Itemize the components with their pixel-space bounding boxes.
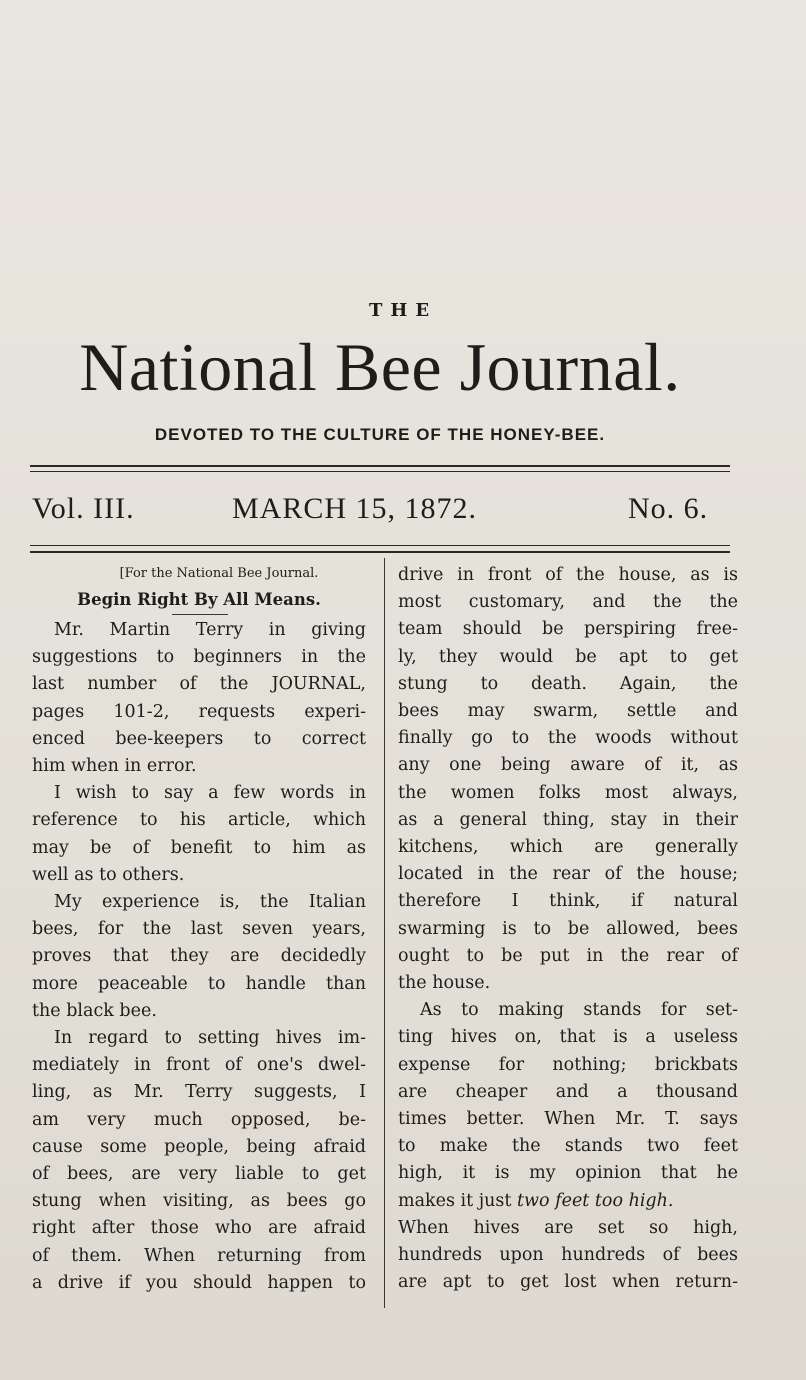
text-line — [32, 1025, 366, 1052]
text-line — [32, 1134, 366, 1161]
article-column-right — [398, 562, 738, 1296]
article-title: Begin Right By All Means. — [77, 590, 321, 609]
text-line-content: ling, as Mr. Terry suggests, I — [32, 1082, 366, 1103]
text-line — [32, 617, 366, 644]
text-line-content: located in the rear of the house; — [398, 864, 738, 885]
text-line — [398, 943, 738, 970]
text-line-content: the black bee. — [32, 1000, 157, 1021]
text-line — [398, 616, 738, 643]
text-line-content: to make the stands two feet — [398, 1136, 738, 1157]
text-line — [398, 644, 738, 671]
article-body-right — [398, 562, 738, 1296]
text-line-content: bees, for the last seven years, — [32, 919, 366, 940]
text-line — [32, 835, 366, 862]
journal-title: National Bee Journal. — [79, 329, 681, 405]
text-line-content: stung to death. Again, the — [398, 673, 738, 694]
divider-bottom-thin — [30, 545, 730, 546]
text-line-content: of bees, are very liable to get — [32, 1164, 366, 1185]
text-line — [32, 889, 366, 916]
text-line-content: In regard to setting hives im- — [54, 1028, 366, 1049]
divider-top-thin — [30, 471, 730, 472]
text-line-content: are apt to get lost when return- — [398, 1272, 738, 1293]
issue-date: MARCH 15, 1872. — [232, 492, 478, 525]
text-line — [398, 752, 738, 779]
text-line-content: As to making stands for set- — [420, 1000, 738, 1021]
text-line — [32, 807, 366, 834]
text-line — [398, 1242, 738, 1269]
text-line-content: most customary, and the the — [398, 592, 738, 613]
article-column-left — [32, 562, 366, 1297]
text-line — [398, 1215, 738, 1242]
text-line — [398, 1106, 738, 1133]
text-line — [32, 699, 366, 726]
text-line-content: more peaceable to handle than — [32, 973, 366, 994]
text-line — [32, 1107, 366, 1134]
text-line-content: kitchens, which are generally — [398, 837, 738, 858]
text-line-content: reference to his article, which — [32, 810, 366, 831]
text-line — [398, 1269, 738, 1296]
text-line — [32, 1215, 366, 1242]
issue-number: No. 6. — [628, 492, 709, 525]
text-line — [398, 970, 738, 997]
text-line-content: any one being aware of it, as — [398, 755, 738, 776]
text-line — [32, 753, 366, 780]
text-line-content: a drive if you should happen to — [32, 1272, 366, 1293]
text-line-content: as a general thing, stay in their — [398, 809, 738, 830]
text-line — [398, 671, 738, 698]
text-line-content: makes it just — [398, 1190, 517, 1211]
text-line — [398, 861, 738, 888]
article-source: [For the National Bee Journal. — [119, 566, 319, 581]
text-line — [32, 916, 366, 943]
text-line — [32, 671, 366, 698]
text-line-content: finally go to the woods without — [398, 728, 738, 749]
text-line — [398, 698, 738, 725]
text-line-content: drive in front of the house, as is — [398, 565, 738, 585]
text-line-content: last number of the JOURNAL, — [32, 674, 366, 695]
text-line-content: My experience is, the Italian — [54, 892, 366, 913]
column-divider — [384, 558, 385, 1308]
text-line — [398, 807, 738, 834]
text-line-content: right after those who are afraid — [32, 1218, 366, 1239]
divider-top-thick — [30, 465, 730, 467]
text-line-content: well as to others. — [32, 864, 185, 885]
text-line-content: When hives are set so high, — [398, 1217, 738, 1238]
text-line — [32, 943, 366, 970]
text-line — [32, 1270, 366, 1297]
text-line-content: hundreds upon hundreds of bees — [398, 1245, 738, 1266]
text-line-content: mediately in front of one's dwel- — [32, 1055, 366, 1076]
text-line — [32, 1052, 366, 1079]
text-line-content: ly, they would be apt to get — [398, 646, 738, 667]
text-line-content: suggestions to beginners in the — [32, 647, 366, 668]
title-underline — [172, 614, 228, 615]
text-line — [398, 1024, 738, 1051]
text-line-content: may be of benefit to him as — [32, 837, 366, 858]
text-line-content: am very much opposed, be- — [32, 1109, 366, 1130]
text-line-content: ought to be put in the rear of — [398, 945, 738, 966]
text-line — [398, 888, 738, 915]
text-line — [32, 1079, 366, 1106]
text-line-content: ting hives on, that is a useless — [398, 1027, 738, 1048]
text-line-content: pages 101-2, requests experi- — [32, 701, 366, 722]
text-line-content: therefore I think, if natural — [398, 891, 738, 912]
text-line — [398, 1188, 738, 1215]
text-line — [32, 726, 366, 753]
masthead-the: THE — [368, 300, 438, 321]
text-line-content: high, it is my opinion that he — [398, 1163, 738, 1184]
text-line-content: him when in error. — [32, 756, 197, 777]
text-line-content: are cheaper and a thousand — [398, 1081, 738, 1102]
text-line-content: enced bee-keepers to correct — [32, 728, 366, 749]
text-line-content: I wish to say a few words in — [54, 783, 366, 804]
text-line-content: team should be perspiring free- — [398, 619, 738, 640]
text-line — [32, 1243, 366, 1270]
text-line — [398, 780, 738, 807]
issue-volume: Vol. III. — [32, 492, 135, 525]
text-line — [398, 834, 738, 861]
text-line-content: the house. — [398, 973, 491, 994]
text-line — [398, 997, 738, 1024]
journal-subtitle: DEVOTED TO THE CULTURE OF THE HONEY-BEE. — [154, 425, 606, 444]
text-line — [398, 1052, 738, 1079]
text-line — [398, 916, 738, 943]
text-line — [398, 1133, 738, 1160]
text-line-content: swarming is to be allowed, bees — [398, 918, 738, 939]
text-line — [32, 780, 366, 807]
divider-bottom-thick — [30, 551, 730, 553]
text-line-content: stung when visiting, as bees go — [32, 1191, 366, 1212]
text-line — [398, 1160, 738, 1187]
text-line — [32, 862, 366, 889]
text-line-content: proves that they are decidedly — [32, 946, 366, 967]
text-line-content: of them. When returning from — [32, 1245, 366, 1266]
italic-emphasis: two feet too high. — [517, 1190, 674, 1211]
text-line-content: Mr. Martin Terry in giving — [54, 620, 366, 640]
text-line — [32, 1161, 366, 1188]
text-line — [398, 562, 738, 589]
text-line-content: the women folks most always, — [398, 782, 738, 803]
text-line — [398, 1079, 738, 1106]
text-line — [32, 1188, 366, 1215]
text-line-content: expense for nothing; brickbats — [398, 1054, 738, 1075]
text-line — [398, 725, 738, 752]
text-line — [398, 589, 738, 616]
article-body-left — [32, 617, 366, 1297]
text-line — [32, 644, 366, 671]
text-line — [32, 971, 366, 998]
text-line — [32, 998, 366, 1025]
text-line-content: times better. When Mr. T. says — [398, 1109, 738, 1130]
text-line-content: cause some people, being afraid — [32, 1136, 366, 1157]
text-line-content: bees may swarm, settle and — [398, 701, 738, 722]
